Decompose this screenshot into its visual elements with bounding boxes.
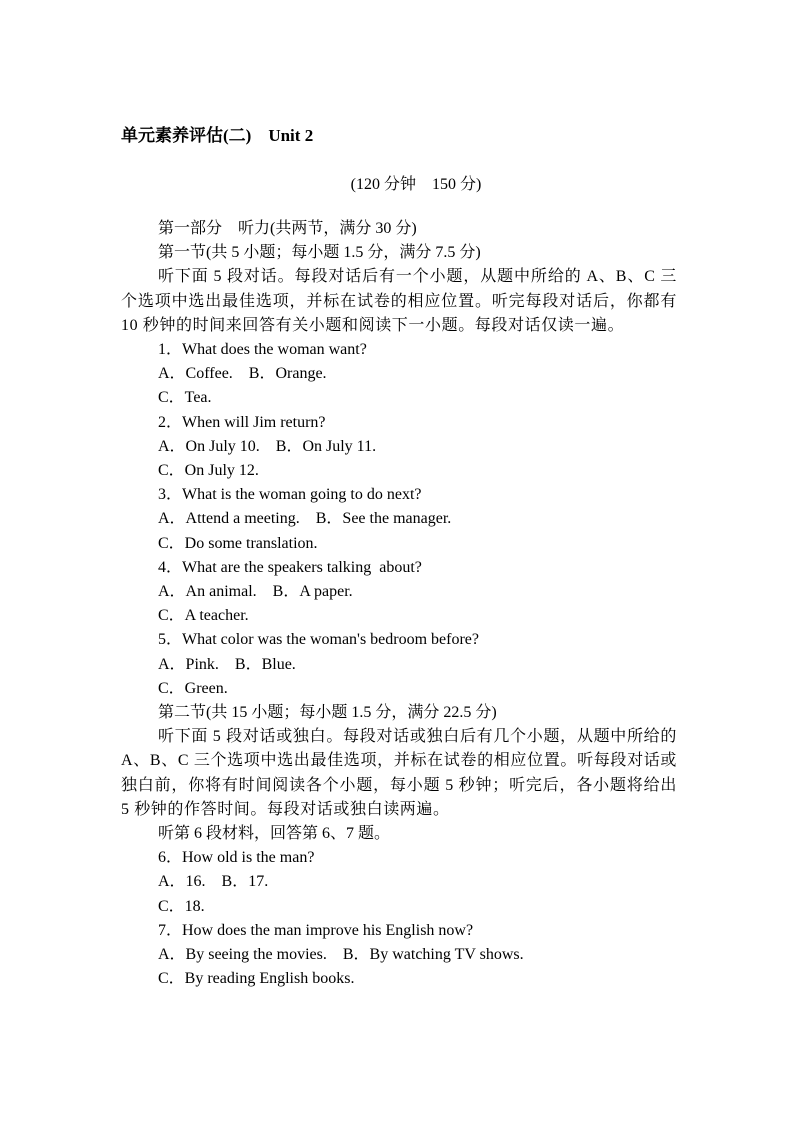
question-text: 4．What are the speakers talking about? (158, 558, 422, 576)
page-title: 单元素养评估(二) Unit 2 (121, 126, 314, 145)
section-instructions: 听下面 5 段对话或独白。每段对话或独白后有几个小题，从题中所给的 A、B、C 三个选项中选出最佳选项，并标在试卷的相应位置。听每段对话或独白前，你将有时间阅读各个小题，每小题 5 秒钟；听完后，各小题将给出 5 秒钟的作答时间。每段对话或独白读两遍。 (121, 728, 677, 818)
question-text: 2．When will Jim return? (158, 413, 326, 431)
section-instructions: 听下面 5 段对话。每段对话后有一个小题，从题中所给的 A、B、C 三个选项中选出最佳选项，并标在试卷的相应位置。听完每段对话后，你都有 10 秒钟的时间来回答有关小题和阅读下一小题。每段对话仅读一遍。 (121, 268, 677, 334)
question-text: 1．What does the woman want? (158, 341, 367, 359)
option-line: C．Do some translation. (158, 534, 318, 552)
document-body (121, 217, 677, 992)
time-score-line: (120 分钟 150 分) (350, 176, 482, 193)
option-line: C．Green. (158, 679, 228, 697)
option-line: C．By reading English books. (158, 970, 355, 988)
option-line: A．Coffee. B．Orange. (158, 365, 327, 383)
question-text: 6．How old is the man? (158, 849, 315, 867)
option-line: A．Pink. B．Blue. (158, 655, 296, 673)
option-line: C．18. (158, 897, 205, 915)
question-text: 5．What color was the woman's bedroom before? (158, 631, 480, 649)
option-line: C．A teacher. (158, 607, 249, 625)
option-line: A．Attend a meeting. B．See the manager. (158, 510, 452, 528)
option-line: C．On July 12. (158, 462, 259, 480)
option-line: C．Tea. (158, 389, 212, 407)
option-line: A．16. B．17. (158, 873, 269, 891)
material-instruction: 听第 6 段材料，回答第 6、7 题。 (158, 825, 391, 843)
option-line: A．An animal. B．A paper. (158, 583, 353, 601)
section-heading: 第二节(共 15 小题；每小题 1.5 分，满分 22.5 分) (158, 704, 497, 722)
option-line: A．On July 10. B．On July 11. (158, 437, 377, 455)
section-heading: 第一节(共 5 小题；每小题 1.5 分，满分 7.5 分) (158, 244, 481, 262)
question-text: 7．How does the man improve his English now? (158, 921, 474, 939)
question-text: 3．What is the woman going to do next? (158, 486, 422, 504)
part-heading: 第一部分 听力(共两节，满分 30 分) (158, 220, 417, 237)
option-line: A．By seeing the movies. B．By watching TV shows. (158, 946, 524, 964)
